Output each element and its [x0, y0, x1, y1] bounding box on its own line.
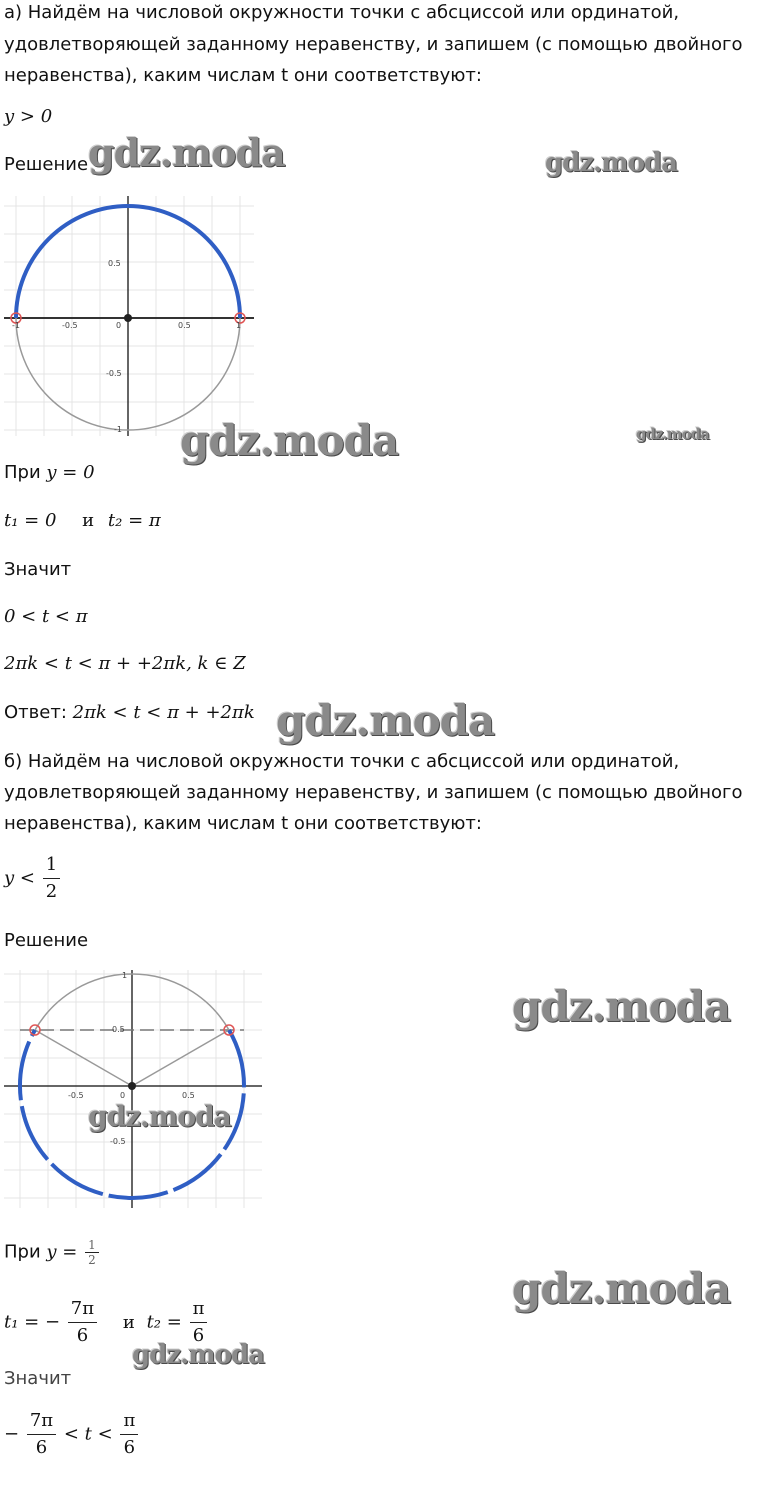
x-tick: -0.5 [68, 1091, 84, 1100]
part-a-solution-label: Решение [4, 154, 89, 175]
fraction-one-half [85, 1238, 99, 1267]
ineq-minus: − [4, 1423, 20, 1445]
denominator: 6 [123, 1437, 136, 1458]
watermark: gdz.moda [180, 416, 399, 465]
denominator: 6 [35, 1437, 48, 1458]
part-b-intro-line-1: б) Найдём на числовой окружности точки с абсциссой или ординатой, [4, 751, 680, 772]
watermark: gdz.moda [88, 1100, 231, 1133]
watermark: gdz.moda [276, 696, 495, 745]
part-a-at-condition [4, 460, 95, 486]
origin-point [128, 1082, 136, 1090]
unit-circle-graph-a [4, 196, 254, 436]
watermark: gdz.moda [132, 1340, 265, 1370]
at-value: y = 0 [46, 462, 95, 483]
x-tick: 0.5 [178, 321, 191, 330]
t1: t₁ = 0 [4, 510, 57, 531]
watermark: gdz.moda [88, 130, 285, 175]
y-tick: 0.5 [108, 259, 121, 268]
answer-value: 2πk < t < π + +2πk [72, 702, 255, 723]
y-tick: -0.5 [106, 369, 122, 378]
part-b-condition [4, 852, 62, 905]
numerator: π [190, 1296, 208, 1323]
y-tick: -0.5 [110, 1137, 126, 1146]
at-lhs: y = [46, 1241, 78, 1263]
part-b-at-condition [4, 1238, 101, 1267]
watermark: gdz.moda [636, 425, 709, 443]
part-b-intro-line-3: неравенства), каким числам t они соответствуют: [4, 813, 482, 834]
conj: и [82, 510, 95, 531]
answer-label: Ответ: [4, 702, 67, 723]
y-tick: 1 [122, 971, 128, 980]
unit-circle-graph-b [4, 970, 262, 1208]
part-a-ineq-2: 2πk < t < π + +2πk, k ∈ Z [4, 653, 246, 674]
numerator: π [120, 1408, 138, 1435]
at-label: При [4, 1241, 41, 1263]
condition-lhs: y < [4, 867, 35, 889]
x-tick: 0.5 [182, 1091, 195, 1100]
part-b-intro-line-2: удовлетворяющей заданному неравенству, и запишем (с помощью двойного [4, 782, 743, 803]
part-a-answer [4, 700, 255, 726]
x-tick: 0 [116, 321, 122, 330]
y-tick: 0.5 [112, 1025, 125, 1034]
fraction-one-half [43, 852, 60, 905]
part-a-ineq-1: 0 < t < π [4, 606, 88, 627]
t2-lhs: t₂ = [146, 1311, 182, 1333]
numerator: 7π [68, 1296, 97, 1323]
part-a-intro-line-1: а) Найдём на числовой окружности точки с абсциссой или ординатой, [4, 2, 680, 23]
part-a-intro-line-2: удовлетворяющей заданному неравенству, и запишем (с помощью двойного [4, 34, 743, 55]
part-a-roots [4, 508, 161, 534]
y-tick: -1 [114, 425, 122, 434]
numerator: 1 [85, 1238, 99, 1253]
fraction-pi-over-six [120, 1408, 138, 1461]
watermark: gdz.moda [512, 1264, 731, 1313]
watermark: gdz.moda [545, 148, 678, 178]
watermark: gdz.moda [512, 982, 731, 1031]
numerator: 1 [43, 852, 60, 879]
x-tick: -1 [12, 321, 20, 330]
t1-lhs: t₁ = − [4, 1311, 61, 1333]
numerator: 7π [27, 1408, 56, 1435]
x-tick: -0.5 [62, 321, 78, 330]
part-b-ineq [4, 1408, 140, 1461]
part-b-therefore: Значит [4, 1368, 72, 1389]
part-a-condition: y > 0 [4, 106, 53, 127]
x-tick: 0 [120, 1091, 126, 1100]
denominator: 6 [192, 1325, 205, 1346]
denominator: 6 [76, 1325, 89, 1346]
part-a-therefore: Значит [4, 559, 72, 580]
x-tick: 1 [236, 321, 242, 330]
denominator: 2 [88, 1253, 96, 1267]
part-a-intro-line-3: неравенства), каким числам t они соответствуют: [4, 65, 482, 86]
fraction-seven-pi-over-six [27, 1408, 56, 1461]
denominator: 2 [45, 881, 58, 902]
at-label: При [4, 462, 41, 483]
t2: t₂ = π [107, 510, 161, 531]
conj: и [122, 1311, 135, 1333]
part-b-solution-label: Решение [4, 930, 89, 951]
origin-point [124, 314, 132, 322]
fraction-seven-pi-over-six [68, 1296, 97, 1349]
ineq-mid: < t < [63, 1423, 113, 1445]
